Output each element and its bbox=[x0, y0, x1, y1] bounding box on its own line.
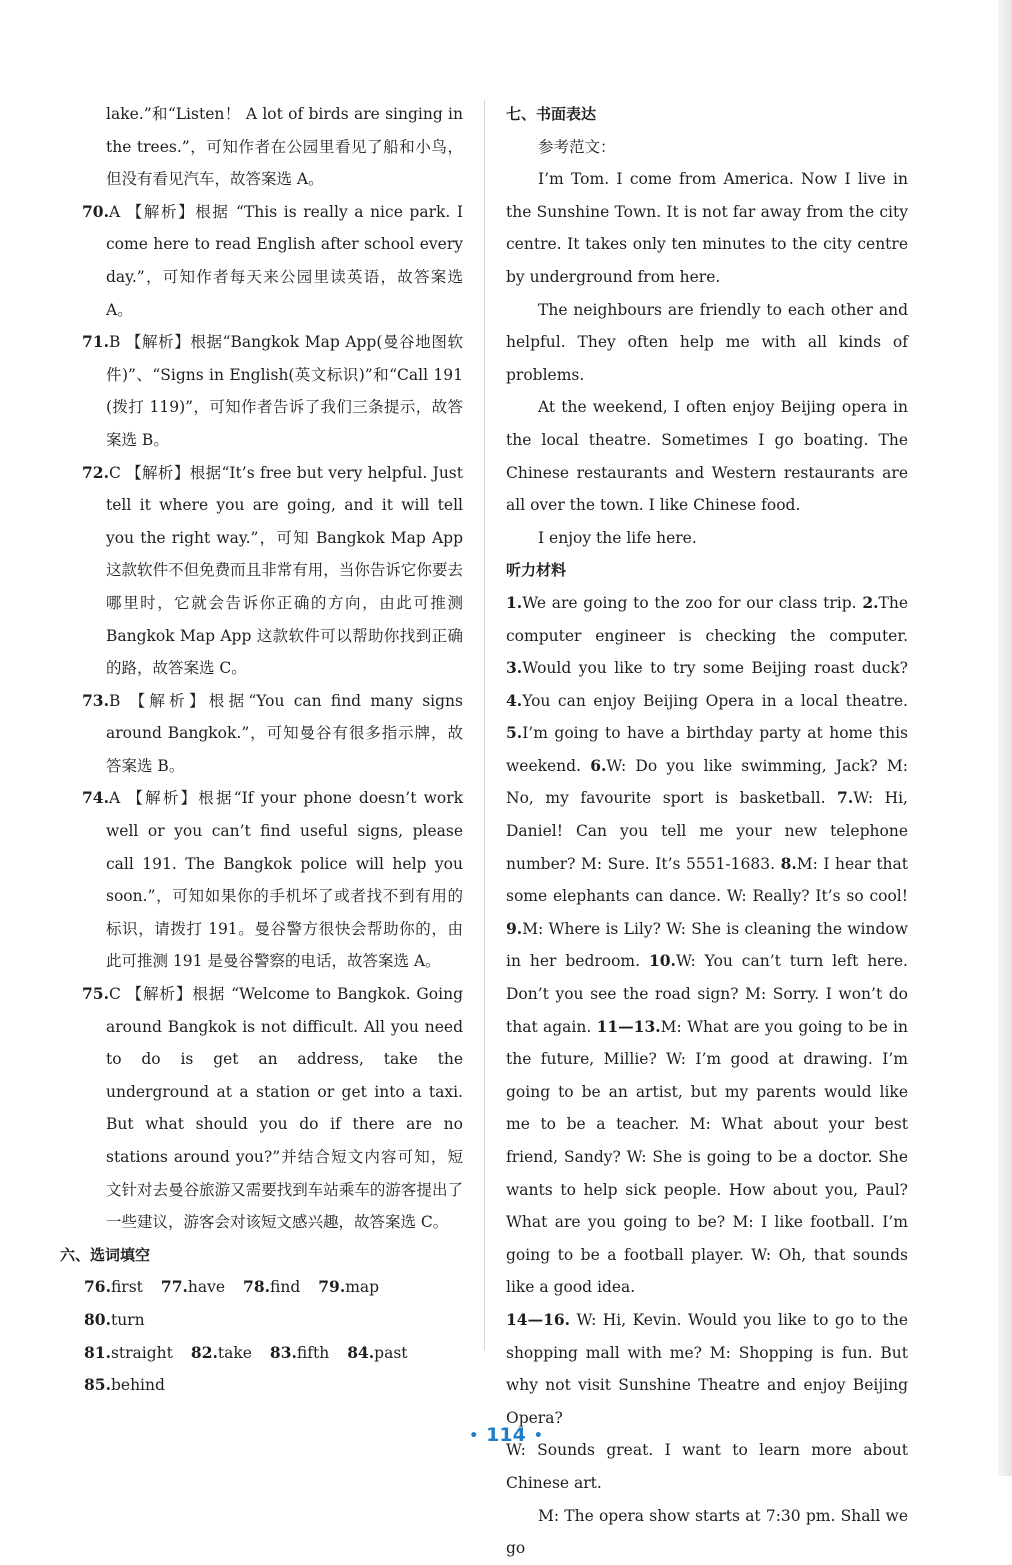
listening-text: M: What are you going to be in the future, Millie? W: I’m good at drawing. I’m going to be an artist, but my parents would like me to be a teacher. M: What about your best friend, Sandy? W: She is going to be a doctor. She wants to help sick people. How about you, Paul? What are you going to be? M: I like football. I’m going to be a football player. W: Oh, that sounds like a good idea. bbox=[506, 1017, 908, 1297]
answer-number: 74. bbox=[82, 788, 109, 808]
word-text: take bbox=[217, 1343, 252, 1362]
answer-item bbox=[60, 782, 463, 978]
listening-number: 1. bbox=[506, 592, 523, 612]
word-text: have bbox=[187, 1278, 226, 1297]
word-answer bbox=[161, 1271, 225, 1304]
listening-text: M: Where is Lily? W: She is cleaning the window in her bedroom. bbox=[506, 919, 908, 971]
listening-number: 9. bbox=[506, 918, 523, 938]
word-answer bbox=[84, 1369, 165, 1402]
answer-number: 75. bbox=[82, 984, 109, 1004]
listening-number: 8. bbox=[780, 853, 797, 873]
listening-text: We are going to the zoo for our class trip. bbox=[522, 593, 863, 612]
essay-paragraph: I’m Tom. I come from America. Now I live in the Sunshine Town. It is not far away from the city centre. It takes only ten minutes to the city centre by underground from here. bbox=[506, 170, 908, 286]
listening-text: You can enjoy Beijing Opera in a local theatre. bbox=[522, 691, 908, 710]
listening-text: The computer engineer is checking the computer. bbox=[506, 593, 908, 645]
word-number: 76. bbox=[84, 1277, 111, 1297]
word-text: fifth bbox=[296, 1343, 330, 1362]
answer-text: B 【解析】根据“Bangkok Map App(曼谷地图软件)”、“Signs in English(英文标识)”和“Call 191 (拨打 119)”，可知作者告诉了我们三条提示，故答案选 B。 bbox=[106, 333, 463, 449]
answer-text: C 【解析】根据“It’s free but very helpful. Just tell it where you are going, and it will tell you the right way.”，可知 Bangkok Map App 这款软件不但免费而且非常有用，当你告诉它你要去哪里时，它就会告诉你正确的方向，由此可推测 Bangkok Map App 这款软件可以帮助你找到正确的路，故答案选 C。 bbox=[106, 463, 463, 678]
word-number: 81. bbox=[84, 1342, 111, 1362]
listening-line: W: Sounds great. I want to learn more about Chinese art. bbox=[506, 1441, 908, 1492]
listening-title: 听力材料 bbox=[506, 561, 567, 580]
listening-number: 11—13. bbox=[596, 1016, 661, 1036]
answer-text: A 【解析】根据“If your phone doesn’t work well or you can’t find useful signs, please call 191. The Bangkok police will help you soon.”，可知如果你的手机坏了或者找不到有用的标识，请拨打 191。曼谷警方很快会帮助你的，由此可推测 191 是曼谷警察的电话，故答案选 A。 bbox=[106, 789, 463, 971]
word-number: 84. bbox=[347, 1342, 375, 1362]
listening-text: I’m going to have a birthday party at home this weekend. bbox=[506, 724, 908, 775]
page-edge bbox=[998, 0, 1012, 1476]
listening-text: Would you like to try some Beijing roast duck? bbox=[522, 659, 908, 678]
listening-text: W: Do you like swimming, Jack? M: No, my favourite sport is basketball. bbox=[506, 756, 908, 808]
section-6-title: 六、选词填空 bbox=[60, 1245, 151, 1264]
sample-essay-label: 参考范文： bbox=[538, 137, 616, 156]
word-fill-answers bbox=[60, 1271, 463, 1401]
word-number: 85. bbox=[84, 1375, 111, 1395]
word-answer bbox=[84, 1337, 173, 1370]
word-text: straight bbox=[110, 1343, 173, 1362]
answer-text: A 【解析】根据 “This is really a nice park. I come here to read English after school every day.”，可知作者每天来公园里读英语，故答案选 A。 bbox=[106, 202, 463, 319]
listening-number: 3. bbox=[506, 658, 523, 678]
word-number: 83. bbox=[269, 1342, 297, 1362]
column-divider bbox=[484, 100, 485, 1350]
word-answer bbox=[270, 1337, 329, 1370]
listening-text: W: Hi, Daniel! Can you tell me your new telephone number? M: Sure. It’s 5551-1683. bbox=[506, 789, 908, 873]
listening-14-16-text: W: Hi, Kevin. Would you like to go to the shopping mall with me? M: Shopping is fun. But why not visit Sunshine Theatre and enjoy Beijing Opera? bbox=[506, 1310, 908, 1427]
word-text: turn bbox=[110, 1310, 145, 1329]
answer-item bbox=[60, 457, 463, 685]
answer-list bbox=[60, 196, 463, 1239]
essay-paragraph: The neighbours are friendly to each other and helpful. They often help me with all kinds of problems. bbox=[506, 300, 908, 384]
word-row bbox=[60, 1337, 463, 1370]
answer-number: 72. bbox=[82, 462, 109, 482]
left-column bbox=[60, 98, 463, 1402]
word-text: map bbox=[345, 1278, 380, 1297]
essay-paragraph: I enjoy the life here. bbox=[538, 528, 697, 547]
word-answer bbox=[347, 1337, 407, 1370]
listening-number: 2. bbox=[862, 592, 879, 612]
section-7-title: 七、书面表达 bbox=[506, 105, 597, 123]
word-answer bbox=[84, 1271, 143, 1304]
answer-69-continued: lake.”和“Listen！ A lot of birds are singing in the trees.”，可知作者在公园里看见了船和小鸟，但没有看见汽车，故答案选 A。 bbox=[106, 105, 463, 189]
word-text: past bbox=[374, 1343, 408, 1362]
answer-item bbox=[60, 978, 463, 1239]
word-row bbox=[60, 1369, 463, 1402]
listening-number: 10. bbox=[648, 951, 676, 971]
word-number: 80. bbox=[84, 1309, 111, 1329]
listening-line: M: The opera show starts at 7:30 pm. Shall we go bbox=[506, 1506, 908, 1558]
word-answer bbox=[191, 1337, 252, 1370]
listening-number: 6. bbox=[590, 755, 607, 775]
page-number: • 114 • bbox=[469, 1424, 543, 1446]
word-answer bbox=[243, 1271, 300, 1304]
word-text: behind bbox=[110, 1376, 165, 1395]
listening-14-16-number: 14—16. bbox=[506, 1309, 571, 1329]
answer-text: B 【解析】根据“You can find many signs around Bangkok.”，可知曼谷有很多指示牌，故答案选 B。 bbox=[106, 691, 463, 775]
answer-number: 70. bbox=[82, 201, 109, 221]
essay-paragraph: At the weekend, I often enjoy Beijing opera in the local theatre. Sometimes I go boating. The Chinese restaurants and Western restaurants are all over the town. I like Chinese food. bbox=[506, 398, 908, 515]
word-number: 79. bbox=[318, 1277, 346, 1297]
answer-number: 71. bbox=[82, 332, 109, 352]
listening-number: 7. bbox=[837, 788, 854, 808]
answer-number: 73. bbox=[82, 690, 109, 710]
word-row bbox=[60, 1271, 463, 1336]
word-text: find bbox=[270, 1278, 301, 1297]
word-number: 78. bbox=[243, 1277, 270, 1297]
listening-14-16 bbox=[506, 1304, 908, 1434]
word-number: 82. bbox=[190, 1342, 218, 1362]
listening-number: 5. bbox=[506, 723, 523, 743]
right-column bbox=[506, 98, 908, 1565]
listening-number: 4. bbox=[506, 690, 523, 710]
answer-text: C 【解析】根据 “Welcome to Bangkok. Going around Bangkok is not difficult. All you need to do is get an address, take the underground at a station or get into a taxi. But what should you do if there are no stations around you?”并结合短文内容可知，短文针对去曼谷旅游又需要找到车站乘车的游客提出了一些建议，游客会对该短文感兴趣，故答案选 C。 bbox=[106, 985, 463, 1232]
word-answer bbox=[84, 1304, 145, 1337]
listening-text: M: I hear that some elephants can dance. W: Really? It’s so cool! bbox=[506, 854, 909, 906]
sample-essay bbox=[506, 163, 908, 554]
answer-item bbox=[60, 196, 463, 326]
word-text: first bbox=[110, 1278, 143, 1297]
word-answer bbox=[318, 1271, 379, 1304]
listening-transcript bbox=[506, 587, 908, 1304]
word-number: 77. bbox=[160, 1277, 188, 1297]
answer-item bbox=[60, 685, 463, 783]
answer-item bbox=[60, 326, 463, 456]
listening-text: W: You can’t turn left here. Don’t you see the road sign? M: Sorry. I won’t do that again. bbox=[506, 952, 908, 1036]
